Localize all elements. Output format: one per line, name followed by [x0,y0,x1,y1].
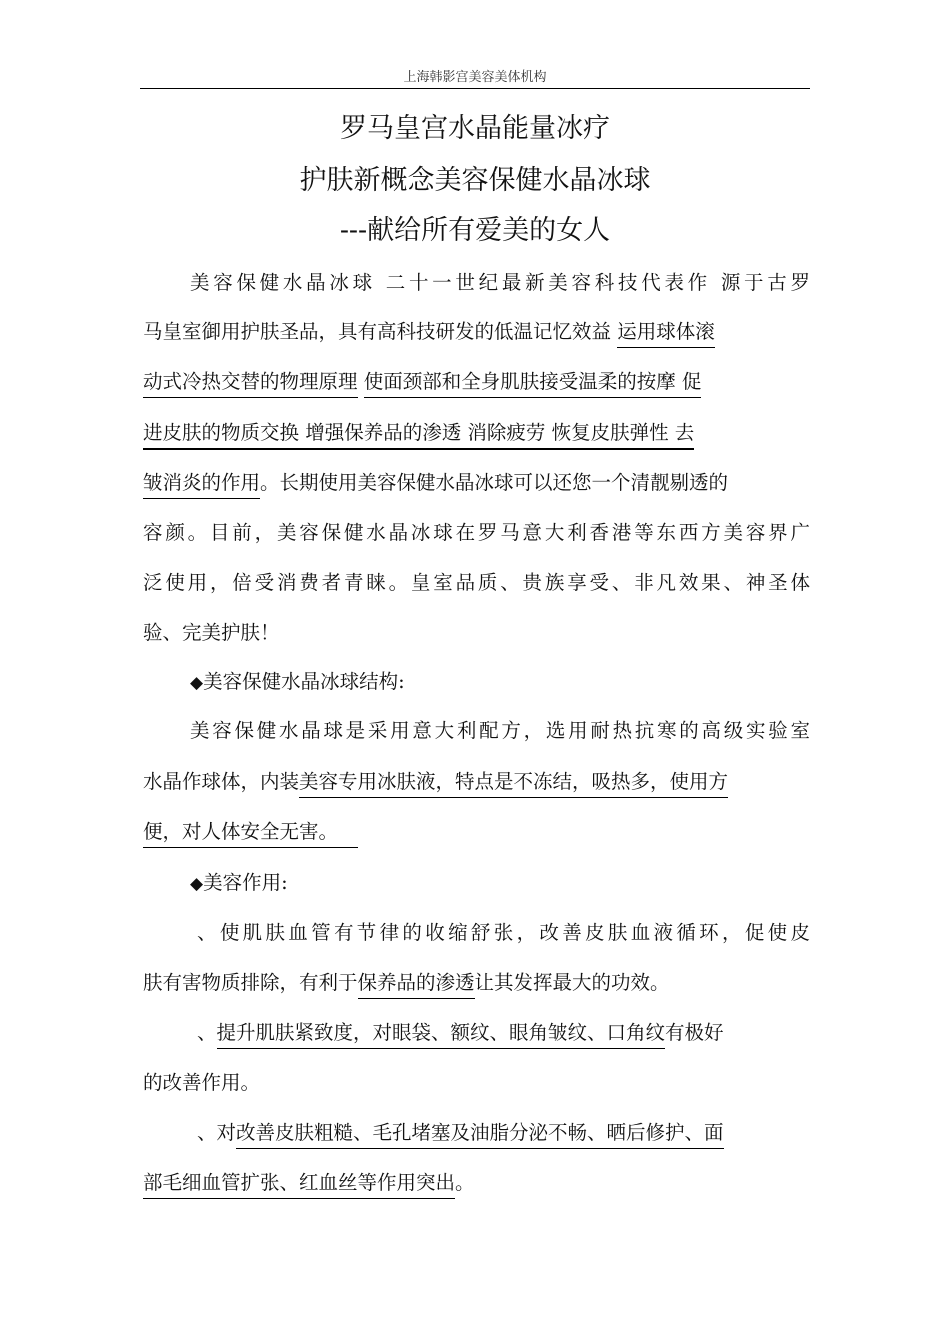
underlined-phrase: 使面颈部和全身肌肤接受温柔的按摩 促 [364,370,702,398]
effects-heading [190,866,810,900]
diamond-bullet-icon: ◆ [190,673,204,693]
intro-line-1: 美容保健水晶冰球 二十一世纪最新美容科技代表作 源于古罗 [190,271,810,294]
structure-line-2-text: 水晶作球体，内装 [143,770,300,793]
underlined-phrase: 部毛细血管扩张、红血丝等作用突出 [143,1171,455,1199]
intro-line-5-text: 。长期使用美容保健水晶冰球可以还您一个清靓剔透的 [260,471,729,494]
underlined-phrase: 皱消炎的作用 [143,471,260,499]
effect-3-prefix: 、对 [197,1121,237,1144]
structure-line-3 [143,815,810,849]
structure-heading [190,665,810,699]
effect-2-text-end: 有极好 [665,1021,724,1044]
underlined-phrase: 运用球体滚 [617,320,715,348]
effect-1-text-end: 让其发挥最大的功效。 [474,971,670,994]
title-line-1: 罗马皇宫水晶能量冰疗 [340,113,610,144]
underlined-phrase: 保养品的渗透 [358,971,475,999]
underlined-phrase: 提升肌肤紧致度，对眼袋、额纹、眼角皱纹、口角纹 [217,1021,666,1049]
effect-1-text: 肤有害物质排除，有利于 [143,971,358,994]
effect-1-line-1: 、使肌肤血管有节律的收缩舒张，改善皮肤血液循环，促使皮 [197,921,810,944]
underlined-phrase: 改善皮肤粗糙、毛孔堵塞及油脂分泌不畅、晒后修护、面 [236,1121,724,1149]
structure-line-1: 美容保健水晶球是采用意大利配方，选用耐热抗寒的高级实验室 [190,719,810,742]
effect-2-prefix: 、 [197,1021,217,1044]
intro-line-2-text: 马皇室御用护肤圣品，具有高科技研发的低温记忆效益 [143,320,618,343]
effects-heading-text: 美容作用: [203,871,288,894]
underlined-phrase: 美容专用冰肤液，特点是不冻结，吸热多，使用方 [299,770,728,798]
underlined-phrase: 便，对人体安全无害。 [143,820,358,848]
effect-3-line-1 [197,1116,810,1150]
underlined-phrase: 动式冷热交替的物理原理 [143,370,358,398]
title-line-2: 护肤新概念美容保健水晶冰球 [299,165,651,196]
intro-line-4 [143,416,810,450]
effect-3-text-end: 。 [455,1171,475,1194]
diamond-bullet-icon: ◆ [190,874,204,894]
intro-spacer [358,370,364,393]
intro-line-3 [143,365,810,399]
intro-line-5 [143,466,810,500]
intro-line-7: 泛使用，倍受消费者青睐。皇室品质、贵族享受、非凡效果、神圣体 [143,571,810,594]
effect-3-line-2 [143,1166,810,1200]
structure-line-2 [143,765,810,799]
title-line-3: ---献给所有爱美的女人 [339,215,611,246]
intro-line-2 [143,315,810,349]
intro-line-8: 验、完美护肤！ [143,621,280,644]
effect-2-line-1 [197,1016,810,1050]
structure-heading-text: 美容保健水晶冰球结构: [203,670,405,693]
page-header: 上海韩影宫美容美体机构 [403,69,547,84]
effect-2-line-2: 的改善作用。 [143,1071,261,1094]
header-divider [140,88,810,89]
effect-1-line-2 [143,966,810,1000]
underlined-phrase: 进皮肤的物质交换 增强保养品的渗透 消除疲劳 恢复皮肤弹性 去 [143,421,694,450]
intro-line-6: 容颜。目前，美容保健水晶冰球在罗马意大利香港等东西方美容界广 [143,521,810,544]
